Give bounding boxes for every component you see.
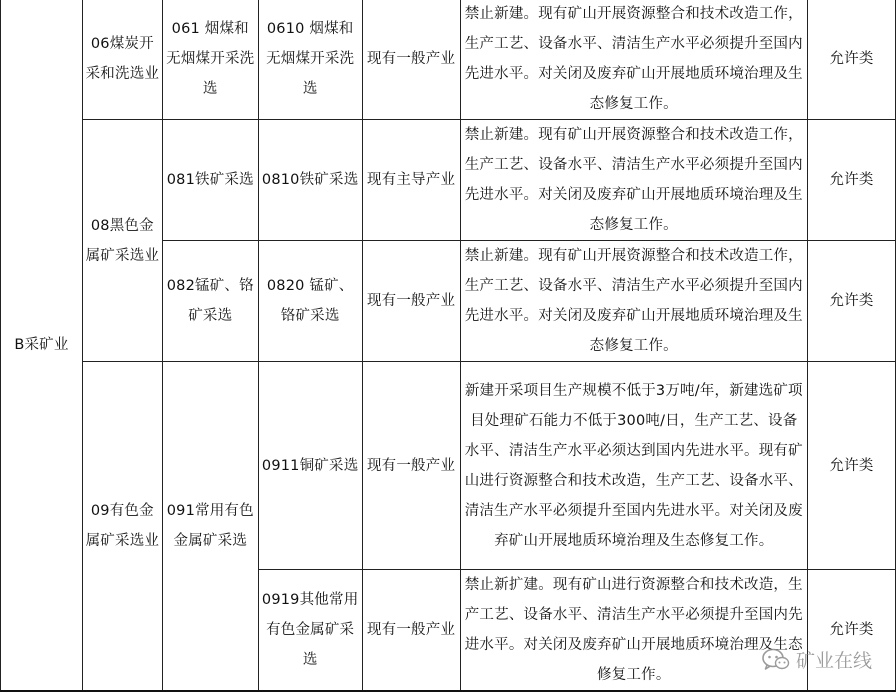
minor-class-cell: 0911铜矿采选 [258,362,362,570]
watermark [762,646,872,673]
category-cell: 允许类 [808,570,896,692]
mid-class-cell: 091常用有色金属矿采选 [162,362,258,692]
table-row [1,362,896,570]
mid-class-cell: 082锰矿、铬矿采选 [162,241,258,362]
requirement-cell: 禁止新扩建。现有矿山进行资源整合和技术改造，生产工艺、设备水平、清洁生产水平必须提升至国内先进水平。对关闭及废弃矿山开展地质环境治理及生态修复工作。 [460,570,808,692]
industry-type-cell: 现有一般产业 [362,241,460,362]
major-class-cell: 08黑色金属矿采选业 [82,120,162,362]
minor-class-cell: 0820 锰矿、铬矿采选 [258,241,362,362]
requirement-cell: 新建开采项目生产规模不低于3万吨/年，新建选矿项目处理矿石能力不低于300吨/日，生产工艺、设备水平、清洁生产水平必须达到国内先进水平。现有矿山进行资源整合和技术改造，生产工艺、设备水平、清洁生产水平必须提升至国内先进水平。对关闭及废弃矿山开展地质环境治理及生态修复工作。 [460,362,808,570]
industry-type-cell: 现有一般产业 [362,0,460,120]
requirement-cell: 禁止新建。现有矿山开展资源整合和技术改造工作，生产工艺、设备水平、清洁生产水平必须提升至国内先进水平。对关闭及废弃矿山开展地质环境治理及生态修复工作。 [460,241,808,362]
category-cell: 允许类 [808,362,896,570]
watermark-text: 矿业在线 [795,650,872,672]
minor-class-cell: 0610 烟煤和无烟煤开采洗选 [258,0,362,120]
major-class-cell: 06煤炭开采和洗选业 [82,0,162,120]
category-cell: 允许类 [808,120,896,241]
category-cell: 允许类 [808,241,896,362]
wechat-icon [762,648,790,672]
table-row [1,0,896,120]
sector-cell: B采矿业 [1,0,83,691]
industry-type-cell: 现有一般产业 [362,362,460,570]
category-cell: 允许类 [808,0,896,120]
industry-type-cell: 现有主导产业 [362,120,460,241]
minor-class-cell: 0919其他常用有色金属矿采选 [258,570,362,692]
minor-class-cell: 0810铁矿采选 [258,120,362,241]
major-class-cell: 09有色金属矿采选业 [82,362,162,692]
industry-type-cell: 现有一般产业 [362,570,460,692]
mid-class-cell: 081铁矿采选 [162,120,258,241]
requirement-cell: 禁止新建。现有矿山开展资源整合和技术改造工作，生产工艺、设备水平、清洁生产水平必须提升至国内先进水平。对关闭及废弃矿山开展地质环境治理及生态修复工作。 [460,120,808,241]
table-row [1,120,896,241]
mid-class-cell: 061 烟煤和无烟煤开采洗选 [162,0,258,120]
requirement-cell: 禁止新建。现有矿山开展资源整合和技术改造工作，生产工艺、设备水平、清洁生产水平必须提升至国内先进水平。对关闭及废弃矿山开展地质环境治理及生态修复工作。 [460,0,808,120]
